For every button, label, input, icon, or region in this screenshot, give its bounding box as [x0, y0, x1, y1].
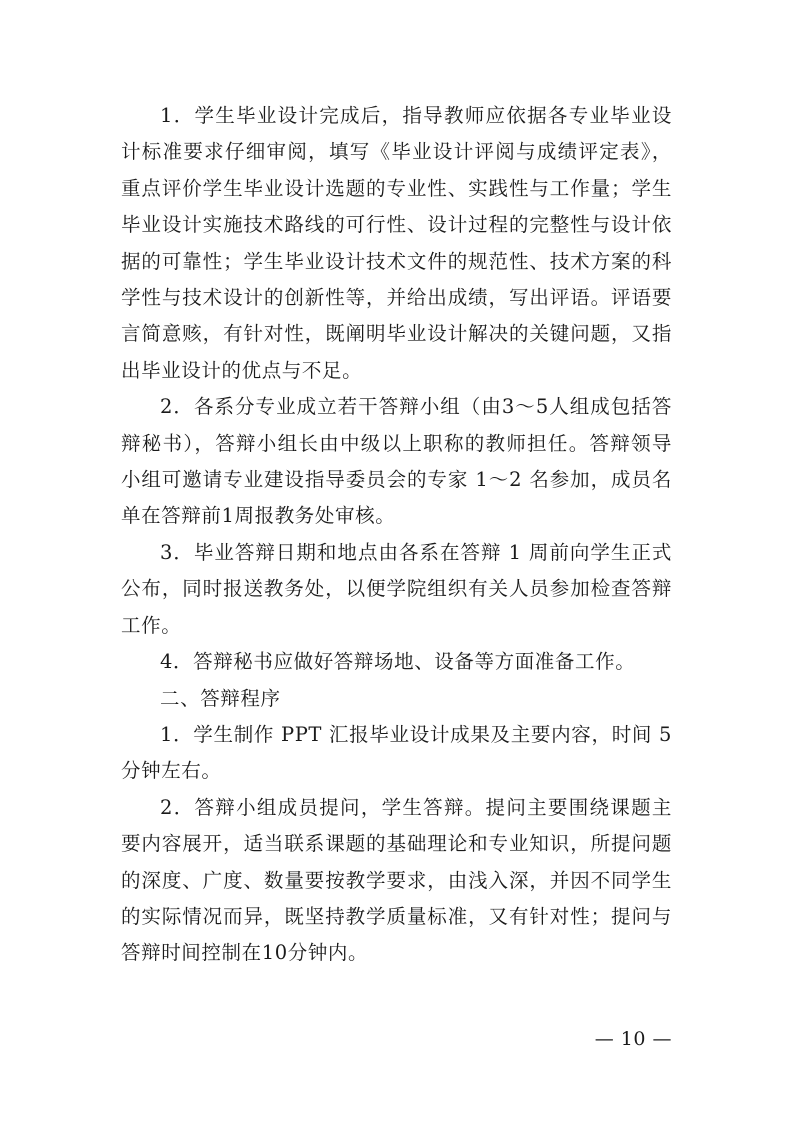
- page-number: — 10 —: [594, 1028, 672, 1050]
- paragraph-presentation: 1．学生制作 PPT 汇报毕业设计成果及主要内容，时间 5 分钟左右。: [121, 722, 672, 783]
- section-heading: 二、答辩程序: [160, 686, 281, 710]
- paragraph-secretary: 4．答辩秘书应做好答辩场地、设备等方面准备工作。: [160, 650, 636, 674]
- paragraph-questions: 2．答辩小组成员提问，学生答辩。提问主要围绕课题主要内容展开，适当联系课题的基础理论和专业知识，所提问题的深度、广度、数量要按教学要求，由浅入深，并因不同学生的实际情况而异，既坚持教学质量标准，又有针对性；提问与答辩时间控制在10分钟内。: [121, 795, 672, 965]
- paragraph-schedule: 3．毕业答辩日期和地点由各系在答辩 1 周前向学生正式公布，同时报送教务处，以便学院组织有关人员参加检查答辩工作。: [121, 540, 672, 637]
- page-body: [121, 98, 672, 972]
- paragraph-committee: 2．各系分专业成立若干答辩小组（由3～5人组成包括答辩秘书），答辩小组长由中级以上职称的教师担任。答辩领导小组可邀请专业建设指导委员会的专家 1～2 名参加，成员名单在答辩前1周报教务处审核。: [121, 395, 672, 528]
- paragraph-review: 1．学生毕业设计完成后，指导教师应依据各专业毕业设计标准要求仔细审阅，填写《毕业设计评阅与成绩评定表》，重点评价学生毕业设计选题的专业性、实践性与工作量；学生毕业设计实施技术路线的可行性、设计过程的完整性与设计依据的可靠性；学生毕业设计技术文件的规范性、技术方案的科学性与技术设计的创新性等，并给出成绩，写出评语。评语要言简意赅，有针对性，既阐明毕业设计解决的关键问题，又指出毕业设计的优点与不足。: [121, 104, 672, 382]
